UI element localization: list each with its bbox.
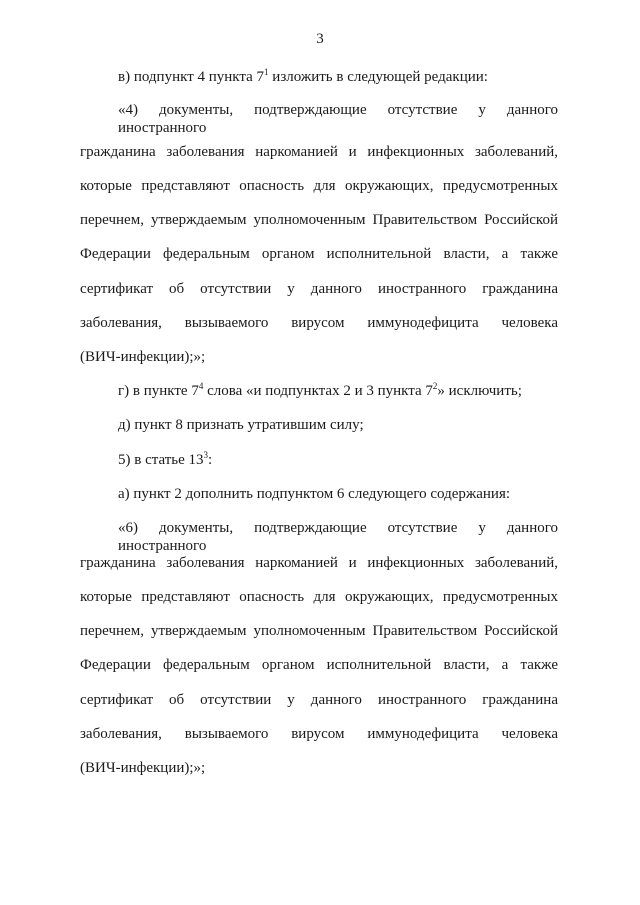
page-number: 3 [316,31,324,47]
paragraph-line: «6) документы, подтверждающие отсутствие у данного иностранного [118,520,558,554]
paragraph-line: которые представляют опасность для окружающих, предусмотренных [80,589,558,605]
paragraph-line: (ВИЧ-инфекции);»; [80,349,206,365]
paragraph-line: которые представляют опасность для окружающих, предусмотренных [80,178,558,194]
superscript: 3 [203,450,209,460]
paragraph-line: заболевания, вызываемого вирусом иммунодефицита человека [80,726,558,742]
paragraph-item-v [118,68,558,86]
paragraph-line: Федерации федеральным органом исполнительной власти, а также [80,657,558,673]
paragraph-line: «4) документы, подтверждающие отсутствие у данного иностранного [118,102,558,136]
paragraph-line: заболевания, вызываемого вирусом иммунодефицита человека [80,315,558,331]
paragraph-item-d: д) пункт 8 признать утратившим силу; [118,417,364,433]
text-segment: » исключить; [437,383,522,399]
text-segment: 5) в статье 13 [118,452,204,468]
paragraph-item-g [118,382,558,400]
text-segment: изложить в следующей редакции: [268,69,488,85]
paragraph-line: перечнем, утверждаемым уполномоченным Правительством Российской [80,623,558,639]
superscript: 2 [432,381,438,391]
superscript: 4 [198,381,204,391]
paragraph-line: гражданина заболевания наркоманией и инфекционных заболеваний, [80,555,558,571]
paragraph-line: сертификат об отсутствии у данного иностранного гражданина [80,281,558,297]
paragraph-line: (ВИЧ-инфекции);»; [80,760,206,776]
text-segment: в) подпункт 4 пункта 7 [118,69,265,85]
text-segment: слова «и подпунктах 2 и 3 пункта 7 [203,383,433,399]
paragraph-line: сертификат об отсутствии у данного иностранного гражданина [80,692,558,708]
superscript: 1 [264,67,269,77]
text-segment: г) в пункте 7 [118,383,199,399]
paragraph-item-a: а) пункт 2 дополнить подпунктом 6 следующего содержания: [118,486,511,502]
paragraph-line: Федерации федеральным органом исполнительной власти, а также [80,246,558,262]
text-segment: : [208,452,213,468]
paragraph-line: перечнем, утверждаемым уполномоченным Правительством Российской [80,212,558,228]
paragraph-item-5 [118,451,558,469]
paragraph-line: гражданина заболевания наркоманией и инфекционных заболеваний, [80,144,558,160]
